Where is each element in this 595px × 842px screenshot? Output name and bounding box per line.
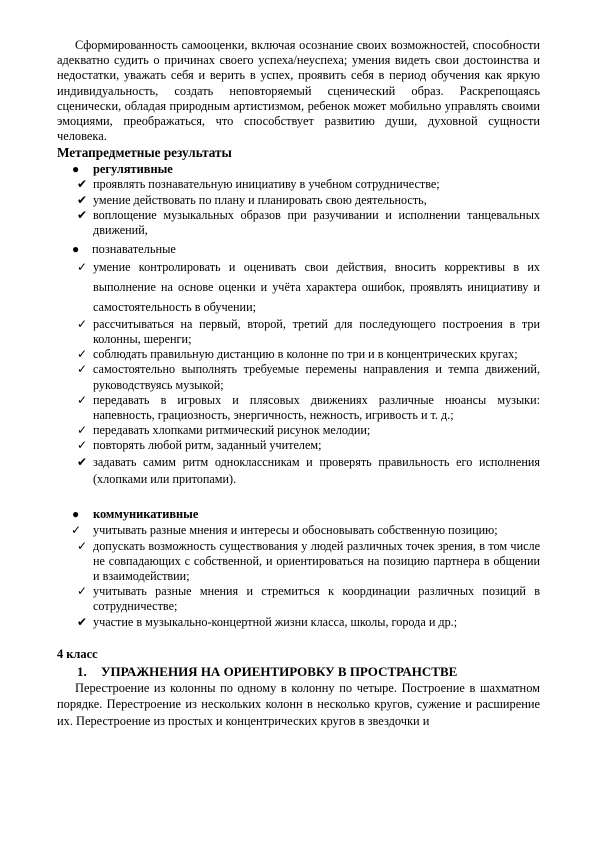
section-number: 1.: [77, 663, 87, 679]
section-title-text: УПРАЖНЕНИЯ НА ОРИЕНТИРОВКУ В ПРОСТРАНСТВЕ: [101, 663, 458, 679]
meta-heading: Метапредметные результаты: [57, 145, 232, 161]
list-item: ✔ умение действовать по плану и планировать свою деятельность,: [77, 192, 427, 207]
list-item: ✔ задавать самим ритм одноклассникам и проверять правильность его исполнения (хлопками или притопами).: [77, 454, 540, 486]
checkmark-icon: ✓: [71, 522, 82, 537]
section-paragraph: Перестроение из колонны по одному в колонну по четыре. Построение в шахматном порядке. Перестроение из нескольких колонн в несколько кругов, сужение и расширение их. Перестроение из простых и концентрических кругов в звездочки и: [57, 680, 540, 728]
bullet-icon: ●: [72, 162, 80, 177]
cognitive-heading: [57, 241, 540, 257]
document-page: [57, 38, 540, 729]
checkmark-icon: ✓: [77, 584, 88, 599]
checkmark-icon: ✓: [77, 423, 88, 438]
checkmark-icon: ✓: [77, 438, 88, 453]
list-item: ✓ передавать в игровых и плясовых движениях различные нюансы музыки: напевность, грациозность, энергичность, нежность, игривость и т. д.;: [77, 392, 540, 423]
checkmark-icon: ✔: [77, 177, 88, 192]
checkmark-icon: ✓: [77, 347, 88, 362]
list-item: ✓ соблюдать правильную дистанцию в колонне по три и в концентрических кругах;: [77, 347, 518, 362]
list-item: ✔ участие в музыкально-концертной жизни класса, школы, города и др.;: [77, 614, 458, 629]
cognitive-heading-label: познавательные: [92, 241, 176, 256]
communicative-heading-label: коммуникативные: [93, 506, 199, 521]
list-item: ✓ самостоятельно выполнять требуемые перемены направления и темпа движений, руководствуясь музыкой;: [77, 362, 540, 392]
checkmark-icon: ✔: [77, 454, 88, 469]
checkmark-icon: ✓: [77, 316, 88, 331]
bullet-icon: ●: [72, 241, 80, 256]
cognitive-list-bold: [57, 454, 540, 488]
list-item: ✓ умение контролировать и оценивать свои действия, вносить коррективы в их выполнение на основе оценки и учёта характера ошибок, проявлять инициативу и самостоятельность в обучении;: [57, 257, 540, 317]
list-item: ✓ передавать хлопками ритмический рисунок мелодии;: [77, 423, 371, 438]
cognitive-list-top: [57, 257, 540, 317]
checkmark-icon: ✔: [77, 192, 88, 207]
regulative-heading: [57, 161, 540, 177]
regulative-list: [57, 177, 540, 238]
section-title: [57, 664, 540, 680]
list-item: ✓ рассчитываться на первый, второй, третий для последующего построения в три колонны, шеренги;: [77, 316, 540, 347]
checkmark-icon: ✔: [77, 207, 88, 222]
grade-heading: 4 класс: [57, 646, 98, 661]
checkmark-icon: ✓: [77, 362, 88, 377]
communicative-list: [57, 522, 540, 630]
cognitive-list: [57, 317, 540, 454]
list-item: ✔ проявлять познавательную инициативу в учебном сотрудничестве;: [77, 177, 440, 192]
communicative-heading: [57, 506, 540, 522]
list-item: ✓ учитывать разные мнения и интересы и обосновывать собственную позицию;: [71, 522, 498, 537]
list-item: ✓ повторять любой ритм, заданный учителем;: [77, 438, 322, 453]
list-item: ✓ учитывать разные мнения и стремиться к координации различных позиций в сотрудничестве;: [77, 584, 540, 614]
list-item: ✓ допускать возможность существования у людей различных точек зрения, в том числе не совпадающих с собственной, и ориентироваться на позицию партнера в общении и взаимодействии;: [77, 538, 540, 584]
bullet-icon: ●: [72, 506, 80, 521]
intro-paragraph: Сформированность самооценки, включая осознание своих возможностей, способности адекватно судить о причинах своего успеха/неуспеха; умения видеть свои достоинства и недостатки, уважать себя и верить в успех, проявить себя в период обучения как яркую индивидуальность, создать неповторяемый сценический образ. Раскрепощаясь сценически, обладая природным артистизмом, ребенок может мобильно управлять своими эмоциями, преображаться, что способствует развитию души, духовной сущности человека.: [57, 38, 540, 144]
list-item: ✔ воплощение музыкальных образов при разучивании и исполнении танцевальных движений,: [77, 207, 540, 238]
checkmark-icon: ✓: [77, 538, 88, 553]
regulative-heading-label: регулятивные: [93, 162, 173, 177]
checkmark-icon: ✔: [77, 614, 88, 629]
checkmark-icon: ✓: [77, 259, 88, 274]
checkmark-icon: ✓: [77, 392, 88, 407]
